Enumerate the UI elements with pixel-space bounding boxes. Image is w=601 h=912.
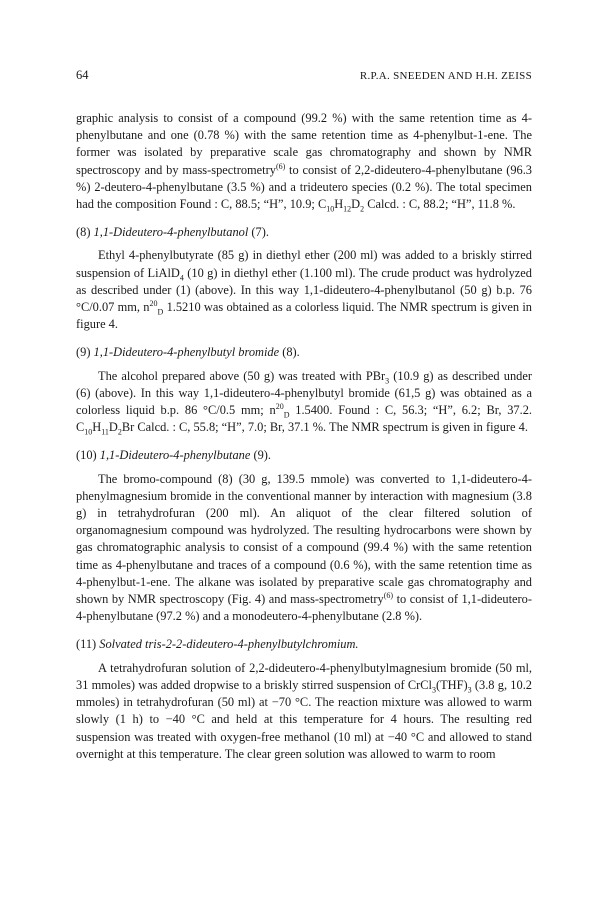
paragraph-10: The bromo-compound (8) (30 g, 139.5 mmole) was converted to 1,1-dideutero-4-phenylmagnesium bromide in the conventional manner by interaction with magnesium (3.8 g) in tetrahydrofuran (200 ml). An aliquot of the clear filtered solution of organomagnesium compound was hydrolyzed. The resulting hydrocarbons were shown by gas chromatographic analysis to consist of a compound (99.4 %) with the same retention time as 4-phenylbutane and traces of a compound (0.6 %), with the same retention time as 4-phenylbut-1-ene. The alkane was isolated by preparative scale gas chromatography and shown by NMR spectroscopy (Fig. 4) and mass-spectrometry$^{(6)}$ to consist of 1,1-dideutero-4-phenylbutane (97.2 %) and a monodeutero-4-phenylbutane (2.8 %). [76,471,532,624]
page-header [76,68,532,83]
paragraph-9: The alcohol prepared above (50 g) was treated with PBr$_3$ (10.9 g) as described under (6) (above). In this way 1,1-dideutero-4-phenylbutyl bromide (61,5 g) was obtained as a colorless liquid b.p. 86 °C/0.5 mm; $n^{20}_D$ 1.5400. Found : C, 56.3; “H”, 6.2; Br, 37.2. $C_{10}H_{11}D_2Br$ Calcd. : C, 55.8; “H”, 7.0; Br, 37.1 %. The NMR spectrum is given in figure 4. [76,368,533,437]
paragraph-intro: graphic analysis to consist of a compound (99.2 %) with the same retention time as 4-phenylbutane and one (0.78 %) with the same retention time as 4-phenylbut-1-ene. The former was isolated by preparative scale gas chromatography and shown by NMR spectroscopy and by mass-spectrometry$^{(6)}$ to consist of 2,2-dideutero-4-phenylbutane (96.3 %) 2-deutero-4-phenylbutane (3.5 %) and a trideutero species (0.2 %). The total specimen had the composition Found : C, 88.5; “H”, 10.9; $C_{10}H_{12}D_2$ Calcd. : C, 88.2; “H”, 11.8 %. [76,111,533,214]
section-heading-9: (9) 1,1-Dideutero-4-phenylbutyl bromide (8). [76,345,300,360]
section-heading-11: (11) Solvated tris-2-2-dideutero-4-phenylbutylchromium. [76,637,359,652]
section-heading-8: (8) 1,1-Dideutero-4-phenylbutanol (7). [76,225,269,240]
paragraph-11: A tetrahydrofuran solution of 2,2-dideutero-4-phenylbutylmagnesium bromide (50 ml, 31 mmoles) was added dropwise to a briskly stirred suspension of $CrCl_3(THF)_3$ (3.8 g, 10.2 mmoles) in tetrahydrofuran (50 ml) at −70 °C. The reaction mixture was allowed to warm slowly (1 h) to −40 °C and held at this temperature for 4 hours. The resulting red suspension was treated with oxygen-free methanol (10 ml) at −40 °C and allowed to stand overnight at this temperature. The clear green solution was allowed to warm to room [76,660,532,761]
section-heading-10: (10) 1,1-Dideutero-4-phenylbutane (9). [76,448,271,463]
paragraph-8: Ethyl 4-phenylbutyrate (85 g) in diethyl ether (200 ml) was added to a briskly stirred suspension of LiAlD$_4$ (10 g) in diethyl ether (1.100 ml). The crude product was hydrolyzed as described under (1) (above). In this way 1,1-dideutero-4-phenylbutanol (50 g) b.p. 76 °C/0.07 mm, $n^{20}_D$ 1.5210 was obtained as a colorless liquid. The NMR spectrum is given in figure 4. [76,248,532,332]
page [76,68,532,763]
page-number: 64 [76,68,89,82]
running-head: R.P.A. SNEEDEN AND H.H. ZEISS [359,70,532,82]
